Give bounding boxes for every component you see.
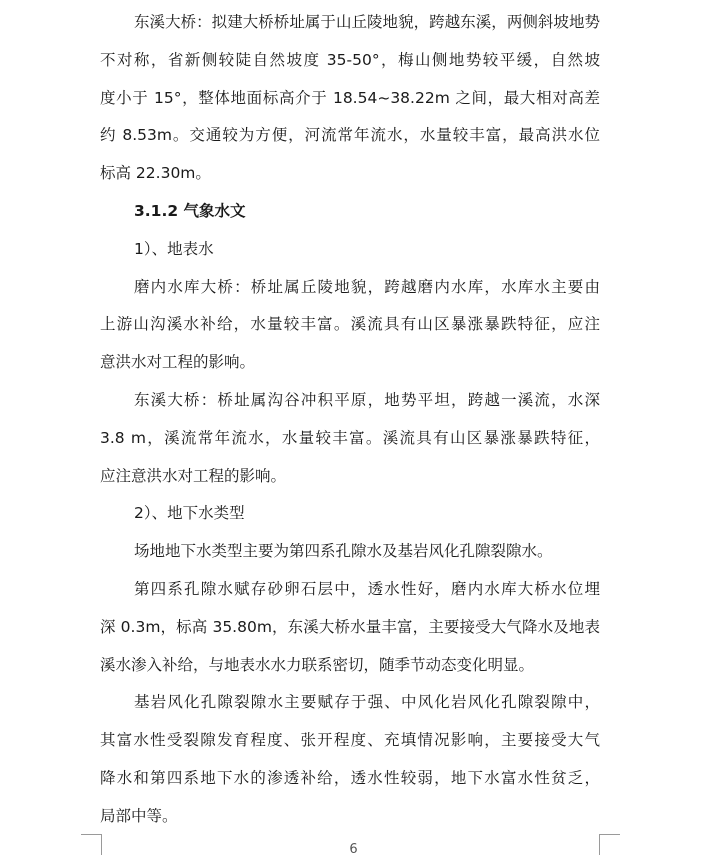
paragraph-line: 降水和第四系地下水的渗透补给，透水性较弱，地下水富水性贫乏， bbox=[100, 768, 600, 787]
paragraph-line: 磨内水库大桥：桥址属丘陵地貌，跨越磨内水库，水库水主要由 bbox=[134, 277, 600, 296]
paragraph bbox=[100, 4, 600, 193]
paragraph bbox=[100, 382, 600, 495]
paragraph bbox=[100, 269, 600, 382]
paragraph-line: 深 0.3m，标高 35.80m，东溪大桥水量丰富，主要接受大气降水及地表 bbox=[100, 617, 600, 636]
paragraph-line: 3.8 m，溪流常年流水，水量较丰富。溪流具有山区暴涨暴跌特征， bbox=[100, 428, 600, 447]
paragraph bbox=[100, 684, 600, 835]
paragraph bbox=[100, 571, 600, 684]
paragraph-line: 约 8.53m。交通较为方便，河流常年流水，水量较丰富，最高洪水位 bbox=[100, 126, 600, 145]
paragraph-line: 基岩风化孔隙裂隙水主要赋存于强、中风化岩风化孔隙裂隙中， bbox=[134, 693, 600, 712]
page-number: 6 bbox=[349, 842, 358, 857]
paragraph-line: 上游山沟溪水补给，水量较丰富。溪流具有山区暴涨暴跌特征，应注 bbox=[100, 315, 600, 334]
paragraph-line: 应注意洪水对工程的影响。 bbox=[100, 466, 287, 485]
section-heading: 3.1.2 气象水文 bbox=[134, 201, 246, 220]
paragraph-line: 第四系孔隙水赋存砂卵石层中，透水性好，磨内水库大桥水位埋 bbox=[134, 579, 600, 598]
paragraph-line: 意洪水对工程的影响。 bbox=[100, 353, 256, 372]
paragraph-line: 溪水渗入补给，与地表水水力联系密切，随季节动态变化明显。 bbox=[100, 655, 535, 674]
paragraph-line: 场地地下水类型主要为第四系孔隙水及基岩风化孔隙裂隙水。 bbox=[134, 542, 553, 561]
subsection-label: 2）、地下水类型 bbox=[134, 504, 245, 523]
paragraph-line: 东溪大桥：拟建大桥桥址属于山丘陵地貌，跨越东溪，两侧斜坡地势 bbox=[134, 13, 600, 31]
paragraph-line: 度小于 15°，整体地面标高介于 18.54~38.22m 之间，最大相对高差 bbox=[100, 88, 600, 107]
paragraph-line: 标高 22.30m。 bbox=[100, 164, 211, 183]
paragraph-line: 东溪大桥：桥址属沟谷冲积平原，地势平坦，跨越一溪流，水深 bbox=[134, 390, 600, 409]
document-body bbox=[100, 4, 600, 836]
paragraph-line: 不对称，省新侧较陡自然坡度 35-50°，梅山侧地势较平缓，自然坡 bbox=[100, 50, 600, 69]
paragraph-line: 其富水性受裂隙发育程度、张开程度、充填情况影响，主要接受大气 bbox=[100, 731, 600, 750]
paragraph bbox=[100, 533, 600, 571]
paragraph-line: 局部中等。 bbox=[100, 806, 178, 825]
subsection-label: 1）、地表水 bbox=[134, 239, 214, 258]
